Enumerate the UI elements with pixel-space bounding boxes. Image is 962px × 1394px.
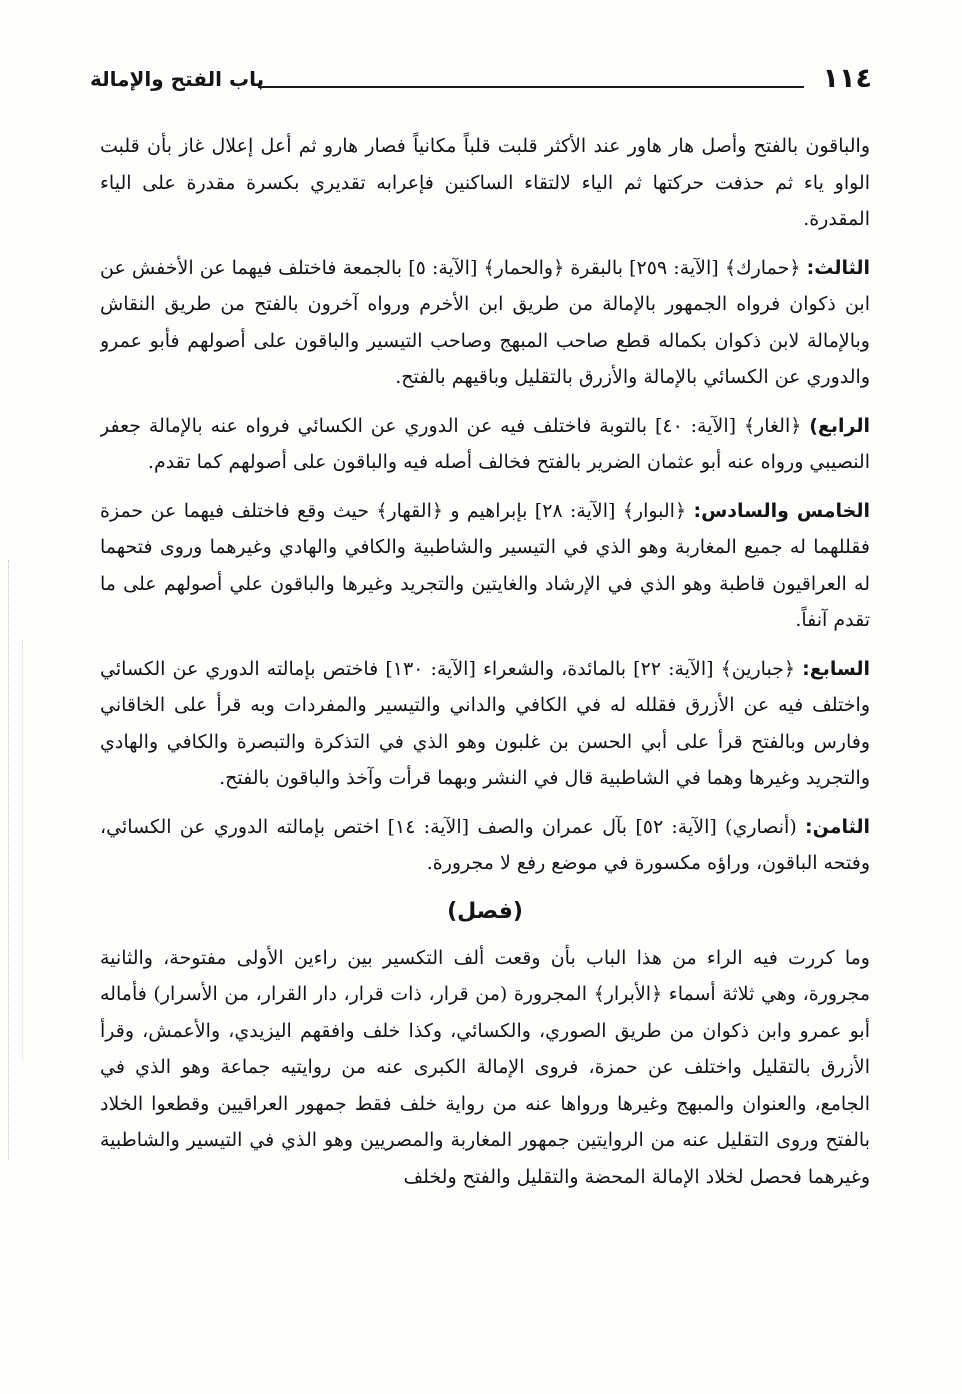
paragraph-text: (أنصاري) [الآية: ٥٢] بآل عمران والصف [الآية: ١٤] اختص بإمالته الدوري عن الكسائي، وفتحه الباقون، وراؤه مكسورة في موضع رفع لا مجرورة. xyxy=(100,815,870,874)
paragraph-text: وما كررت فيه الراء من هذا الباب بأن وقعت ألف التكسير بين راءين الأولى مفتوحة، والثانية مجرورة، وهي ثلاثة أسماء ﴿الأبرار﴾ المجرورة (من قرار، ذات قرار، دار القرار، من الأسرار) فأماله أبو عمرو وابن ذكوان من طريق الصوري، والكسائي، وكذا خلف وافقهم اليزيدي، والأعمش، وقرأ الأزرق بالتقليل واختلف عن حمزة، فروى الإمالة الكبرى عنه من روايتيه جماعة وهو الذي في الجامع، والعنوان والمبهج وغيرها ورواها عنه من رواية خلف فقط جمهور العراقيين وقطعوا الخلاد بالفتح وروى التقليل عنه من الروايتين جمهور المغاربة والمصريين وهو الذي في التيسير والشاطبية وغيرهما فحصل لخلاد الإمالة المحضة والتقليل والفتح ولخلف xyxy=(100,946,870,1188)
heading-close-bracket: ) xyxy=(447,898,458,924)
paragraph-lead: السابع: xyxy=(802,657,870,680)
paragraph-lead: الرابع) xyxy=(809,414,870,437)
paragraph-continuation xyxy=(100,128,870,238)
running-header xyxy=(90,62,872,102)
page-body xyxy=(100,128,870,1358)
paragraph-text: ﴿حمارك﴾ [الآية: ٢٥٩] بالبقرة ﴿والحمار﴾ [الآية: ٥] بالجمعة فاختلف فيهما عن الأخفش عن ابن ذكوان فرواه الجمهور بالإمالة من طريق ابن الأخرم ورواه آخرون بالفتح من طريق النقاش وبالإمالة لابن ذكوان بكماله قطع صاحب المبهج وصاحب التيسير والباقون على أصولهم فأبو عمرو والدوري عن الكسائي بالإمالة والأزرق بالتقليل وباقيهم بالفتح. xyxy=(100,256,870,388)
paragraph-text: ﴿البوار﴾ [الآية: ٢٨] بإبراهيم و ﴿القهار﴾ حيث وقع فاختلف فيهما عن حمزة فقللهما له جميع المغاربة وهو الذي في التيسير والشاطبية والكافي والهادي وغيرهما وروى فتحهما له العراقيون قاطبة وهو الذي في الإرشاد والغايتين والتجريد وغيرها والباقون علي أصولهم على ما تقدم آنفاً. xyxy=(100,499,870,631)
paragraph-lead: الخامس والسادس: xyxy=(693,499,870,522)
paragraph-fifth-sixth xyxy=(100,493,870,639)
paragraph-lead: الثامن: xyxy=(805,815,870,838)
paragraph-text: ﴿الغار﴾ [الآية: ٤٠] بالتوبة فاختلف فيه عن الدوري عن الكسائي فرواه عنه بالإمالة جعفر النصيبي ورواه عنه أبو عثمان الضرير بالفتح فخالف أصله فيه والباقون على أصولهم كما تقدم. xyxy=(100,414,870,473)
scan-margin-marks xyxy=(8,560,13,1160)
scan-margin-marks-secondary xyxy=(22,640,27,1060)
heading-text: فصل xyxy=(457,898,513,924)
chapter-title: باب الفتح والإمالة xyxy=(90,67,265,91)
paragraph-seventh xyxy=(100,651,870,797)
header-rule xyxy=(258,86,804,88)
paragraph-fourth xyxy=(100,408,870,481)
paragraph-eighth xyxy=(100,809,870,882)
paragraph-text: ﴿جبارين﴾ [الآية: ٢٢] بالمائدة، والشعراء [الآية: ١٣٠] فاختص بإمالته الدوري عن الكسائي واختلف فيه عن الأزرق فقلله له في الكافي والداني والتيسير والمفردات وبه قرأ على الخاقاني وفارس وبالفتح قرأ على أبي الحسن بن غلبون وهو الذي في التذكرة والتبصرة والكافي والهادي والتجريد وغيرها وهما في الشاطبية قال في النشر وبهما قرأت وآخذ والباقون بالفتح. xyxy=(100,657,870,789)
page-number: ١١٤ xyxy=(822,63,872,94)
paragraph-closing xyxy=(100,940,870,1196)
section-heading xyxy=(100,894,870,930)
paragraph-text: والباقون بالفتح وأصل هار هاور عند الأكثر قلبت قلباً مكانياً فصار هارو ثم أعل إعلال غاز بأن قلبت الواو ياء ثم حذفت حركتها ثم الياء لالتقاء الساكنين فإعرابه تقديري بكسرة مقدرة على الياء المقدرة. xyxy=(100,135,870,230)
paragraph-third xyxy=(100,250,870,396)
heading-open-bracket: ( xyxy=(512,898,523,924)
paragraph-lead: الثالث: xyxy=(806,256,870,279)
